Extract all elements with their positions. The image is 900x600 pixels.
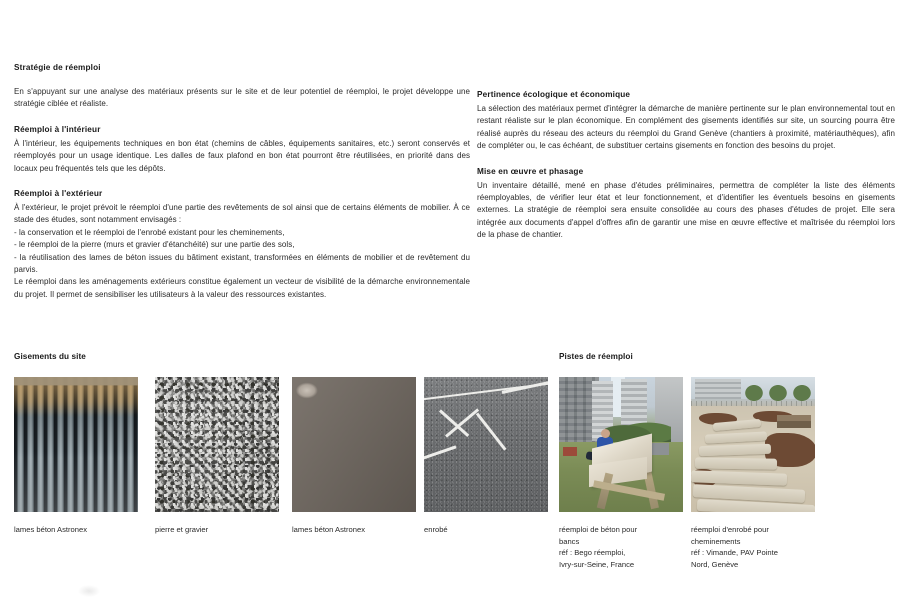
caption-line: Nord, Genève bbox=[691, 559, 739, 569]
caption-line: lames béton Astronex bbox=[14, 525, 88, 534]
left-text-column bbox=[14, 62, 470, 301]
gallery-image-reemploi-enrobe-cheminements[interactable] bbox=[691, 377, 815, 512]
section-paragraph-mise-en-oeuvre-1: Un inventaire détaillé, mené en phase d'études préliminaires, permettra de compléter la liste des éléments réemployables, de vérifier leur état et leur fonctionnement, et d'identifier les éventuels besoins en gisements externes. La stratégie de réemploi sera ensuite consolidée au cours des phases d'études de projet. Elle sera intégrée aux documents d'appel d'offres afin de garantir une mise en œuvre effective et maîtrisée du réemploi lors de la phase de chantier. bbox=[477, 180, 895, 240]
caption-lames-beton-1 bbox=[14, 524, 142, 536]
gallery-image-enrobe[interactable] bbox=[424, 377, 548, 512]
gallery-image-lames-beton-2[interactable] bbox=[292, 377, 416, 512]
picnic-table bbox=[777, 415, 811, 428]
caption-pierre-et-gravier bbox=[155, 524, 283, 536]
park-tree-1 bbox=[743, 383, 765, 403]
section-paragraph-strategie-1: En s'appuyant sur une analyse des matériaux présents sur le site et de leur potentiel de réemploi, le projet développe une stratégie ciblée et réaliste. bbox=[14, 87, 470, 109]
park-tree-3 bbox=[791, 383, 813, 403]
road-marking-zigzag-a bbox=[439, 409, 469, 437]
section-heading-strategie: Stratégie de réemploi bbox=[14, 63, 101, 72]
reused-asphalt-path-photo-icon bbox=[691, 377, 815, 512]
concrete-slats-icon bbox=[14, 377, 138, 512]
caption-lames-beton-2 bbox=[292, 524, 420, 536]
caption-line: bancs bbox=[559, 536, 580, 546]
park-tree-2 bbox=[767, 383, 789, 403]
gallery-title-pistes: Pistes de réemploi bbox=[559, 352, 633, 361]
asphalt-slab-4 bbox=[695, 457, 777, 469]
caption-line: enrobé bbox=[424, 525, 448, 534]
section-paragraph-exterieur-intro: À l'extérieur, le projet prévoit le réemploi d'une partie des revêtements de sol ainsi que de certains éléments de mobilier. À ce stade des études, sont notamment envisagés : bbox=[14, 203, 470, 225]
section-paragraph-pertinence-1: La sélection des matériaux permet d'intégrer la démarche de manière pertinente sur le plan environnemental tout en restant réaliste sur le plan économique. En complément des gisements identifiés sur site, un sourcing pourra être réalisé auprès du réseau des acteurs du réemploi du Grand Genève (chantiers à proximité, matériauthèques), afin de compléter ou, le cas échéant, de substituer certains gisements en fonction des besoins du projet. bbox=[477, 104, 895, 151]
section-paragraph-exterieur-outro: Le réemploi dans les aménagements extérieurs constitue également un vecteur de visibilité de la démarche environnementale du projet. Il permet de sensibiliser les utilisateurs à la valeur des ressources existantes. bbox=[14, 277, 470, 299]
asphalt-surface-icon bbox=[424, 377, 548, 512]
road-marking-line-top bbox=[424, 381, 548, 400]
caption-line: réemploi de béton pour bbox=[559, 525, 638, 534]
background-building bbox=[695, 379, 741, 399]
section-heading-mise-en-oeuvre: Mise en œuvre et phasage bbox=[477, 166, 584, 176]
section-bullet-lames-beton: - la réutilisation des lames de béton issues du bâtiment existant, transformées en éléments de mobilier et de revêtement du parvis. bbox=[14, 252, 470, 275]
caption-line: cheminements bbox=[691, 536, 741, 546]
person-head bbox=[601, 429, 610, 438]
caption-line: réf : Bego réemploi, bbox=[559, 548, 626, 558]
gallery-image-lames-beton-1[interactable] bbox=[14, 377, 138, 512]
red-object bbox=[563, 447, 577, 456]
road-marking-zigzag-d bbox=[424, 445, 457, 460]
section-paragraph-interieur-1: À l'intérieur, les équipements techniques en bon état (chemins de câbles, équipements sanitaires, etc.) seront conservés et réemployés pour un usage identique. Les dalles de faux plafond en bon état pourront être réutilisées, en priorité dans des locaux peu fréquentés tels que les dépôts. bbox=[14, 138, 470, 173]
caption-line: réemploi d'enrobé pour bbox=[691, 525, 769, 534]
section-heading-interieur: Réemploi à l'intérieur bbox=[14, 124, 101, 134]
concrete-bench-photo-icon bbox=[559, 377, 683, 512]
right-text-column bbox=[477, 89, 895, 242]
caption-line: pierre et gravier bbox=[155, 525, 209, 534]
section-bullet-pierre: - le réemploi de la pierre (murs et gravier d'étanchéité) sur une partie des sols, bbox=[14, 240, 295, 250]
road-marking-zigzag-c bbox=[476, 413, 507, 451]
caption-line: lames béton Astronex bbox=[292, 525, 366, 534]
gallery-image-pierre-et-gravier[interactable] bbox=[155, 377, 279, 512]
caption-line: réf : Vimande, PAV Pointe bbox=[691, 548, 778, 558]
river-stone-wall-icon bbox=[292, 377, 416, 512]
caption-line: Ivry-sur-Seine, France bbox=[559, 559, 635, 569]
caption-reemploi-enrobe-cheminements bbox=[691, 524, 823, 570]
caption-reemploi-beton-bancs bbox=[559, 524, 683, 570]
caption-enrobe bbox=[424, 524, 552, 536]
section-bullet-enrobe: - la conservation et le réemploi de l'enrobé existant pour les cheminements, bbox=[14, 227, 285, 237]
gallery-image-reemploi-beton-bancs[interactable] bbox=[559, 377, 683, 512]
section-heading-exterieur: Réemploi à l'extérieur bbox=[14, 189, 103, 199]
page-footer-logo-remnant bbox=[78, 585, 100, 597]
gravel-texture-icon bbox=[155, 377, 279, 512]
gallery-title-gisements: Gisements du site bbox=[14, 352, 86, 361]
section-heading-pertinence: Pertinence écologique et économique bbox=[477, 90, 631, 99]
